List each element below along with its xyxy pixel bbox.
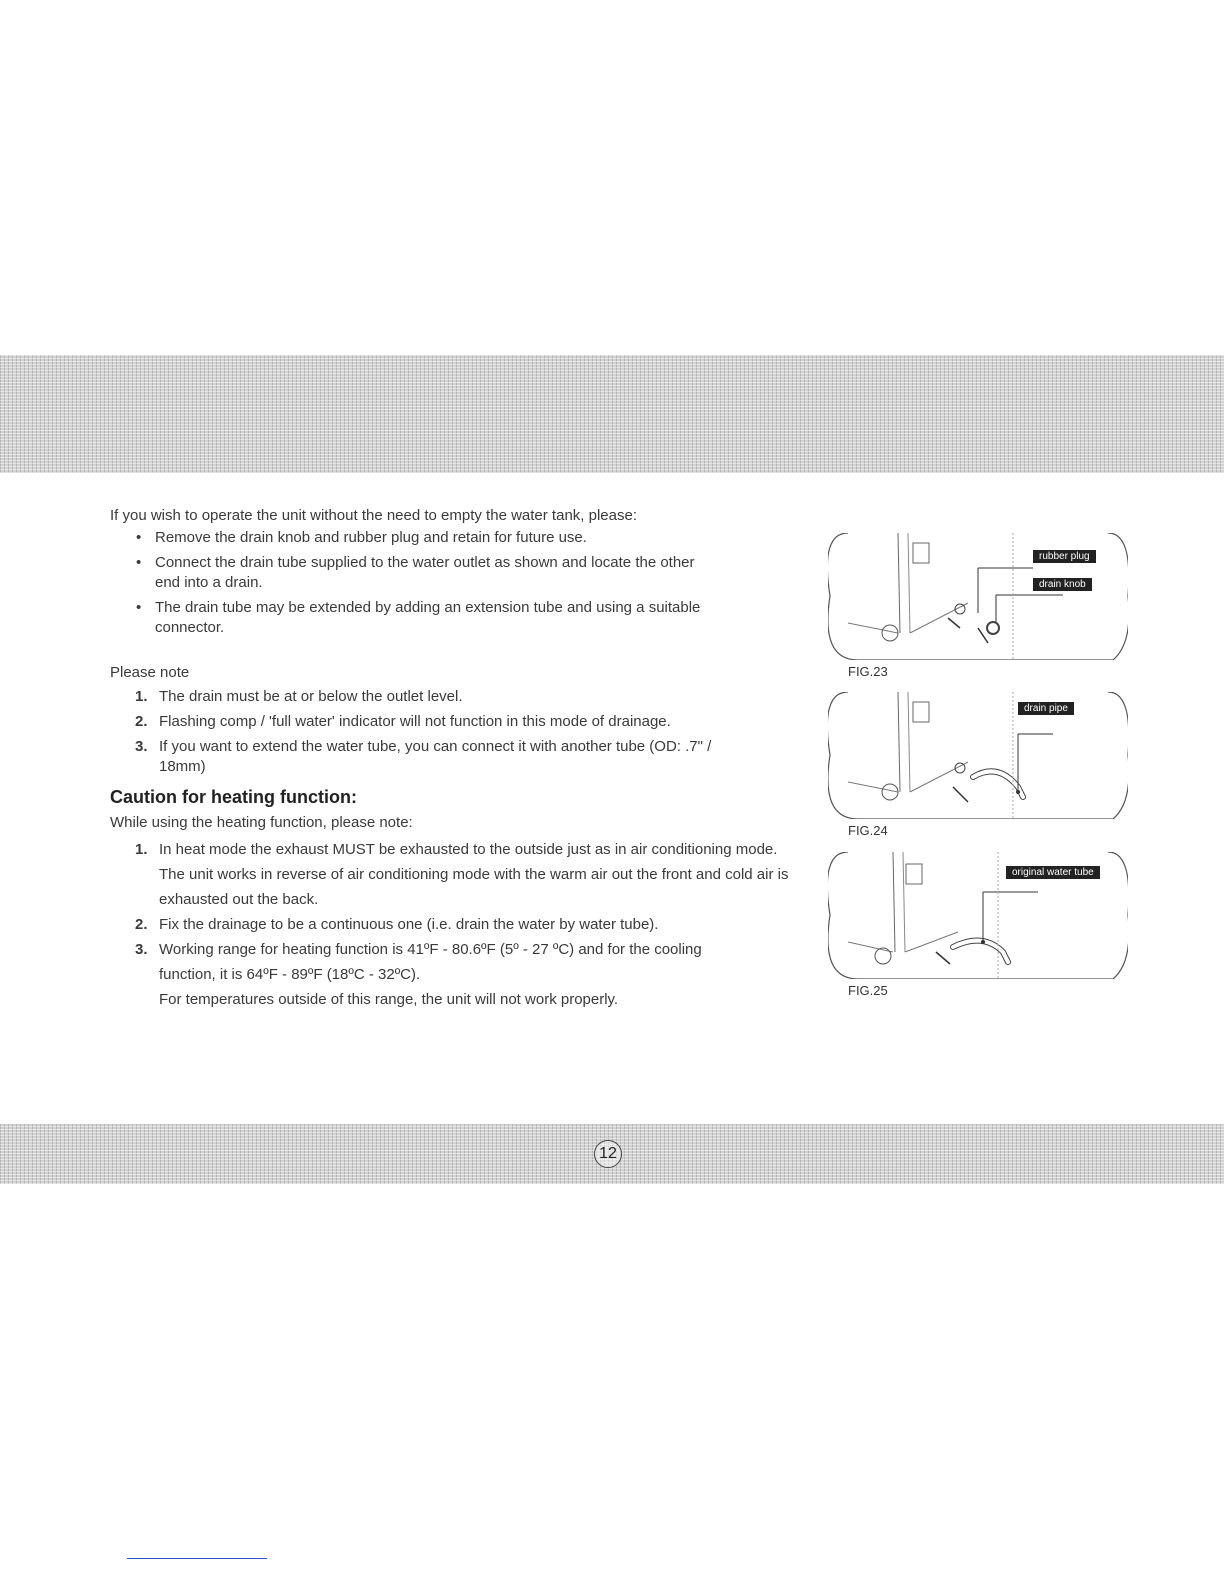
item-text: The drain must be at or below the outlet level. — [159, 688, 463, 705]
item-number: 3. — [135, 738, 148, 755]
caution-heading: Caution for heating function: — [110, 787, 357, 807]
drain-pipe-callout: drain pipe — [1018, 702, 1074, 715]
figure-caption: FIG.24 — [848, 823, 888, 838]
original-water-tube-callout: original water tube — [1006, 866, 1100, 879]
list-item — [135, 737, 719, 777]
list-item — [135, 837, 795, 912]
intro-text: If you wish to operate the unit without the need to empty the water tank, please: — [110, 507, 637, 524]
list-item: • Remove the drain knob and rubber plug and retain for future use. — [133, 528, 733, 548]
drain-instructions-list — [133, 528, 733, 643]
notes-list — [135, 687, 755, 782]
item-number: 1. — [135, 841, 148, 858]
list-item — [135, 937, 719, 1012]
rubber-plug-callout: rubber plug — [1033, 550, 1096, 563]
page-number: 12 — [594, 1140, 622, 1168]
item-number: 2. — [135, 916, 148, 933]
item-text: Flashing comp / 'full water' indicator will not function in this mode of drainage. — [159, 713, 671, 730]
list-item — [135, 912, 795, 937]
figure-caption: FIG.23 — [848, 664, 888, 679]
item-extra-text: For temperatures outside of this range, the unit will not work properly. — [159, 991, 619, 1008]
figure-25-illustration — [828, 852, 1128, 979]
please-note-label: Please note — [110, 664, 190, 681]
item-text: If you want to extend the water tube, you can connect it with another tube (OD: .7" / 18mm) — [159, 738, 712, 775]
item-number: 1. — [135, 688, 148, 705]
drain-pipe-diagram — [828, 692, 1128, 819]
footer-divider — [127, 1558, 267, 1559]
item-text: In heat mode the exhaust MUST be exhausted to the outside just as in air conditioning mode. The unit works in reverse of air conditioning mode with the warm air out the front and cold air is exhausted out the back. — [159, 841, 789, 908]
heating-notes-list — [135, 837, 795, 1012]
figure-caption: FIG.25 — [848, 983, 888, 998]
top-header-band — [0, 355, 1224, 473]
figure-23-illustration — [828, 533, 1128, 660]
item-number: 3. — [135, 941, 148, 958]
list-item: • The drain tube may be extended by adding an extension tube and using a suitable connector. — [133, 598, 715, 638]
caution-intro: While using the heating function, please note: — [110, 814, 413, 831]
item-text: Fix the drainage to be a continuous one (i.e. drain the water by water tube). — [159, 916, 659, 933]
item-text: Working range for heating function is 41ºF - 80.6ºF (5º - 27 ºC) and for the cooling function, it is 64ºF - 89ºF (18ºC - 32ºC). — [159, 941, 702, 983]
list-item — [135, 687, 755, 707]
drain-knob-callout: drain knob — [1033, 578, 1092, 591]
list-item — [135, 712, 755, 732]
item-number: 2. — [135, 713, 148, 730]
figure-24-illustration — [828, 692, 1128, 819]
list-item: • Connect the drain tube supplied to the water outlet as shown and locate the other end into a drain. — [133, 553, 715, 593]
